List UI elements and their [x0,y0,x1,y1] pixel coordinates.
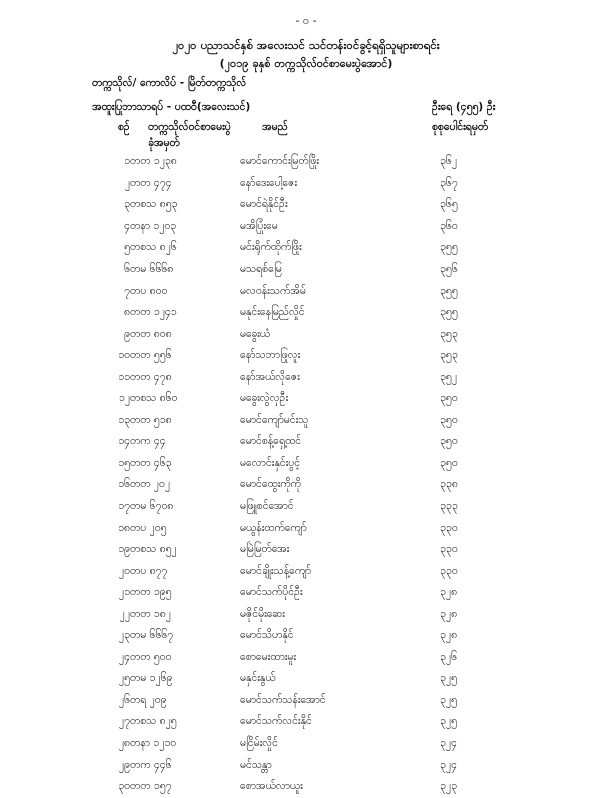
roll-number: တတ ၁၉၅ [130,586,172,599]
table-row [0,626,500,648]
row-number: ၃ [124,198,130,211]
student-name: မောင်ကောင်းမြတ်ဖြိုး [240,155,320,168]
student-name: မလောင်းနှင်းပွင့် [240,456,301,469]
roll-number: တစသ ၈၆၀ [130,392,178,405]
roll-number: တမ ၁၂၆၉ [130,672,173,685]
row-number: ၃၀ [118,780,130,793]
row-number: ၁၉ [118,543,130,556]
student-name: နော်သဘာဖြုလူး [240,349,301,362]
table-row [0,389,500,411]
row-number: ၁၃ [118,413,130,426]
table-row [0,518,500,540]
roll-number: တစသ ၈၂၅ [130,715,177,728]
total-score: ၃၆၇ [440,176,458,189]
roll-number: တတ ၄၇၄ [130,176,172,189]
student-name: မောင်သက်သန်းအောင် [240,693,326,706]
roll-number: တမ ၆၆၆၈ [130,263,174,275]
roll-number: တက ၄၄ [130,435,166,448]
roll-number: တမ ၆၇၀၈ [130,500,174,513]
total-score: ၃၃၈ [440,478,458,491]
table-row [0,432,500,454]
row-number: ၂ [124,176,130,189]
row-number: ၉ [124,327,130,340]
row-number: ၂၄ [118,650,130,663]
total-score: ၃၆၅ [440,198,458,211]
roll-number: တတ ၁၂၃၈ [130,155,177,168]
total-score: ၃၅၀ [440,456,458,469]
row-number: ၁၆ [118,478,130,491]
student-name: စောအယ်လာယူး [240,780,303,793]
student-name: မယွန်းထက်ကျော် [240,521,307,534]
subject-label: အထူးပြုဘာသာရပ် - ပထဝီ(အလေးသင်) [92,101,251,113]
total-score: ၃၅၀ [440,413,458,426]
total-score: ၃၅၂ [440,370,457,383]
total-score: ၃၂၈ [440,586,458,599]
page-number: - ၀ - [295,14,317,27]
total-score: ၃၂၄ [440,758,457,771]
total-score: ၃၂၅ [440,715,457,728]
roll-number: တပ ၈၀၀ [130,284,168,297]
roll-number: တက ၄၄၆ [130,758,172,771]
total-score: ၃၃၀ [440,564,458,577]
total-score: ၃၂၆ [440,650,457,663]
roll-number: တတ ၁၂၄၁ [130,306,177,319]
roll-number: တတ ၂၀၂ [130,478,171,491]
table-row [0,691,500,713]
total-score: ၃၂၈ [440,607,458,620]
header-roll: တက္ကသိုလ်ဝင်စာမေးပွဲ [148,121,231,133]
table-row [0,669,500,691]
table-row [0,540,500,562]
row-number: ၁၇ [118,500,130,513]
student-name: မောင်သက်ပိုင်ဦး [240,586,303,599]
table-row [0,648,500,670]
roll-number: တတ ၅၀၀ [130,650,172,663]
table-row [0,174,500,196]
student-name: မဖြူစင်အောင် [240,500,294,513]
row-number: ၂၈ [118,737,130,750]
table-row [0,734,500,756]
table-row [0,217,500,239]
roll-number: တစသ ၈၅၃ [130,198,178,211]
total-score: ၃၅၆ [440,263,458,275]
student-name: မငြိမ်းလှိုင် [240,737,278,750]
row-number: ၂၆ [118,693,130,706]
student-name: မမြဲမြတ်အေး [240,543,290,556]
student-name: မဇိုင်မိုးဆေး [240,607,285,620]
roll-number: တတ ၅၅၆ [130,349,172,362]
total-score: ၃၆၀ [440,219,458,232]
document-title: ၂၀၂၀ ပညာသင်နှစ် အလေးသင် သင်တန်းဝင်ခွင့်ရရှိသူများစာရင်း [172,38,440,52]
row-number: ၂၇ [118,715,130,728]
row-number: ၈ [124,306,130,319]
roll-number: တတ ၅၁၈ [130,413,172,426]
student-name: မသရစ်မြေ [240,263,282,275]
results-table [0,152,500,798]
table-row [0,712,500,734]
student-name: မခွေးလွဲလှဦး [240,392,289,405]
student-name: မနုင်းနေမြည်လှိုင် [240,306,305,319]
roll-number: တတ ၈၀၈ [130,327,172,340]
roll-number: တနာ ၁၂၀၃ [130,219,177,232]
row-number: ၁ [124,155,130,168]
table-row [0,604,500,626]
table-row [0,260,500,282]
total-score: ၃၃၀ [440,521,458,534]
row-number: ၇ [124,284,130,297]
student-name: မခွေးယံ [240,327,271,340]
total-score: ၃၅၀ [440,435,458,448]
table-row [0,755,500,777]
total-score: ၃၂၈ [440,629,458,642]
total-score: ၃၅၀ [440,392,458,405]
total-score: ၃၅၅ [440,306,458,319]
student-name: မောင်ထွေးကိုကို [240,478,301,491]
university-label: တက္ကသိုလ်/ ကောလိပ် - မြိတ်တက္ကသိုလ် [92,77,247,89]
roll-number: တပ ၈၇၇ [130,564,168,577]
row-number: ၁၈ [118,521,130,534]
student-name: နော်အယ်လိုဇေး [240,370,300,383]
total-score: ၃၅၅ [440,241,458,254]
table-row [0,777,500,798]
student-name: စောမေးထားမူး [240,650,297,663]
total-score: ၃၃၀ [440,543,458,556]
student-name: မအိပြုံးမေ [240,219,278,232]
row-number: ၁၅ [118,456,130,469]
row-number: ၄ [124,219,130,232]
row-number: ၂၉ [118,758,130,771]
roll-number: တတ ၁၅၇ [130,780,172,793]
student-name: မလဝန်းသက်အိမ် [240,284,306,297]
row-number: ၅ [124,241,130,254]
total-score: ၃၆၂ [440,155,457,168]
table-row [0,497,500,519]
table-row [0,303,500,325]
roll-number: တစသ ၈၅၂ [130,543,177,556]
student-name: မင်သန္တာ [240,758,272,771]
row-number: ၆ [124,263,130,275]
row-number: ၁၄ [118,435,130,448]
student-name: မောင်စန့်ရှေ့ထင် [240,435,302,448]
roll-number: တတ ၁၈၂ [130,607,171,620]
roll-number: တတ ၄၆၃ [130,456,172,469]
student-name: မနှင်းနွယ် [240,672,276,685]
total-score: ၃၂၅ [440,672,457,685]
row-number: ၂၀ [118,564,130,577]
student-name: မောင်ရဲနိုင်ဦး [240,198,288,211]
roll-number: တနာ ၁၂၁၀ [130,737,177,750]
total-score: ၃၂၄ [440,737,457,750]
roll-number: တမ ၆၆၆၇ [130,629,174,642]
student-name: မောင်ချိုးသန့်ကျော် [240,564,312,577]
row-number: ၂၃ [118,629,130,642]
student-name: မောင်ကျော်မင်းသူ [240,413,309,426]
row-number: ၁၀ [118,349,130,362]
table-row [0,367,500,389]
table-row [0,475,500,497]
header-no: စဉ် [118,121,130,133]
total-score: ၃၂၅ [440,693,457,706]
header-name: အမည် [262,121,288,133]
table-row [0,281,500,303]
student-name: မောင်သိဟနိုင် [240,629,294,642]
student-name: မင်းရိုက်ထိုက်ဖြိုး [240,241,302,254]
total-score: ၃၂၃ [440,780,457,793]
roll-number: တပ ၂၀၅ [130,521,167,534]
total-score: ၃၅၅ [440,284,458,297]
total-count-label: ဦးရေ (၄၅၅) ဦး [432,101,496,113]
row-number: ၂၁ [118,586,130,599]
total-score: ၃၅၃ [440,327,458,340]
total-score: ၃၃၃ [440,500,458,513]
roll-number: တရ ၂၀၉ [130,693,167,706]
student-name: နော်ဒေးပေါ့ဇေး [240,176,298,189]
table-row [0,346,500,368]
table-row [0,324,500,346]
document-subtitle: (၂၀၁၉ ခုနှစ် တက္ကသိုလ်ဝင်စာမေးပွဲအောင်) [219,57,393,70]
roll-number: တတ ၄၇၈ [130,370,172,383]
table-row [0,411,500,433]
row-number: ၂၅ [118,672,130,685]
total-score: ၃၅၃ [440,349,458,362]
student-name: မောင်သက်လင်းနိုင် [240,715,312,728]
table-row [0,195,500,217]
row-number: ၁၂ [118,392,130,405]
table-row [0,454,500,476]
header-roll-sub: ခုံအမှတ် [148,137,180,149]
row-number: ၂၂ [119,607,130,620]
table-row [0,561,500,583]
table-row [0,238,500,260]
table-row [0,152,500,174]
roll-number: တစသ ၈၂၆ [130,241,177,254]
header-score: စုစုပေါင်းရမှတ် [432,121,489,133]
row-number: ၁၁ [118,370,130,383]
table-row [0,583,500,605]
